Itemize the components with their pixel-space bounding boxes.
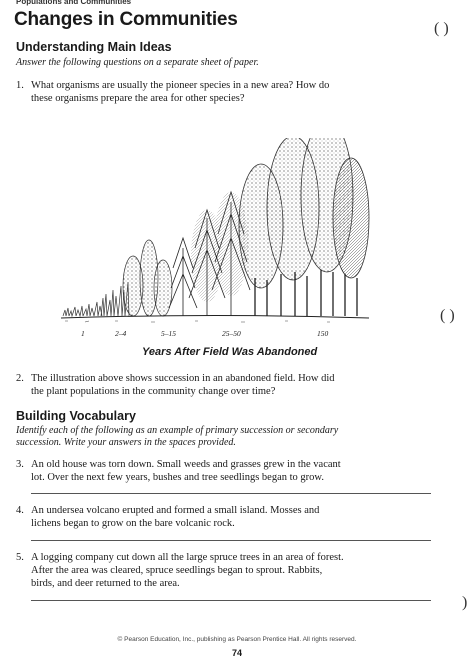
understanding-instructions: Answer the following questions on a separate sheet of paper. <box>16 57 259 68</box>
grass-stage <box>63 282 129 316</box>
section-heading-vocabulary: Building Vocabulary <box>16 409 136 423</box>
question-3-line-2: lot. Over the next few years, bushes and tree seedlings began to grow. <box>31 472 324 483</box>
margin-mark-top: ( ) <box>434 20 449 37</box>
x-tick-label-2: 2–4 <box>115 329 127 338</box>
page-number: 74 <box>231 648 242 658</box>
x-tick-label-1: 1 <box>81 329 85 338</box>
worksheet-header: Populations and Communities <box>16 0 132 6</box>
margin-mark-middle: ( ) <box>440 307 455 324</box>
question-3-number: 3. <box>16 459 24 470</box>
question-5-line-1: A logging company cut down all the large spruce trees in an area of forest. <box>31 552 344 563</box>
hardwood-stage <box>239 138 369 316</box>
answer-line-4[interactable] <box>31 540 431 541</box>
succession-illustration <box>55 138 375 348</box>
question-5-line-3: birds, and deer returned to the area. <box>31 578 180 589</box>
pine-stage <box>169 192 250 316</box>
question-2-line-2: the plant populations in the community change over time? <box>31 386 276 397</box>
question-2-line-1: The illustration above shows succession in an abandoned field. How did <box>31 373 335 384</box>
figure-caption: Years After Field Was Abandoned <box>142 346 318 358</box>
x-tick-label-3: 5–15 <box>161 329 176 338</box>
question-1-number: 1. <box>16 80 24 91</box>
answer-line-3[interactable] <box>31 493 431 494</box>
question-4-number: 4. <box>16 505 24 516</box>
question-2-number: 2. <box>16 373 24 384</box>
question-5-number: 5. <box>16 552 24 563</box>
question-4-line-2: lichens began to grow on the bare volcanic rock. <box>31 518 235 529</box>
vocabulary-instructions-line-2: succession. Write your answers in the spaces provided. <box>16 437 236 448</box>
question-4-line-1: An undersea volcano erupted and formed a small island. Mosses and <box>31 505 320 516</box>
margin-mark-bottom: ) <box>462 594 468 611</box>
question-3-line-1: An old house was torn down. Small weeds and grasses grew in the vacant <box>31 459 341 470</box>
section-heading-understanding: Understanding Main Ideas <box>16 40 172 54</box>
shrub-stage <box>123 240 172 316</box>
page-title: Changes in Communities <box>14 9 238 30</box>
question-1-line-2: these organisms prepare the area for other species? <box>31 93 245 104</box>
x-tick-label-4: 25–50 <box>222 329 241 338</box>
question-1-line-1: What organisms are usually the pioneer species in a new area? How do <box>31 80 330 91</box>
copyright-footer: © Pearson Education, Inc., publishing as Pearson Prentice Hall. All rights reserved. <box>117 636 357 643</box>
vocabulary-instructions-line-1: Identify each of the following as an example of primary succession or secondary <box>16 425 339 436</box>
question-5-line-2: After the area was cleared, spruce seedlings began to sprout. Rabbits, <box>31 565 323 576</box>
x-tick-label-5: 150 <box>317 329 329 338</box>
answer-line-5[interactable] <box>31 600 431 601</box>
